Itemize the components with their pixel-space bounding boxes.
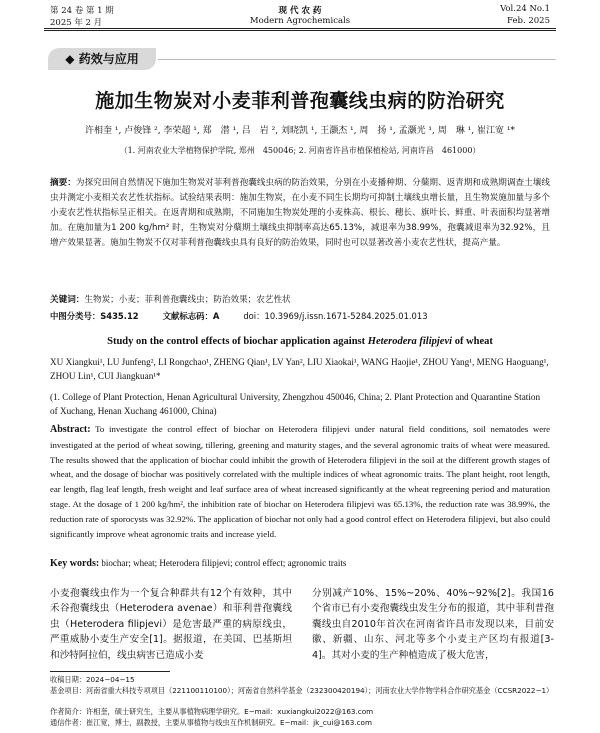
body-column-left: 小麦孢囊线虫作为一个复合种群共有12个有效种，其中禾谷孢囊线虫（Heterodera avenae）和菲利普孢囊线虫（Heterodera filipjevi）是危害最严重的病原线虫，严重威胁小麦生产安全[1]。据报道，在美国、巴基斯坦和沙特阿拉伯，线虫病害已造成小麦 — [50, 588, 292, 661]
keywords-en-label: Key words: — [50, 558, 100, 569]
section-tag-rule — [158, 59, 556, 60]
header-rule-2 — [44, 30, 556, 31]
abstract-zh-label: 摘要： — [50, 178, 76, 188]
paper-title-en — [44, 336, 556, 347]
body-column-right: 分别减产10%、15%~20%、40%~92%[2]。我国16个省市已有小麦孢囊线虫发生分布的报道，其中菲利普孢囊线虫自2010年首次在河南省许昌市发现以来，目前安徽、新疆、山东、河北等多个小麦主产区均有报道[3-4]。其对小麦的生产种植造成了极大危害， — [312, 588, 554, 661]
paper-title-zh: 施加生物炭对小麦菲利普孢囊线虫病的防治研究 — [95, 90, 505, 112]
abstract-en — [50, 422, 550, 541]
header-journal-en: Modern Agrochemicals — [249, 16, 351, 26]
abstract-en-text: To investigate the control effect of biochar on Heterodera filipjevi under natural field conditions, soil nematodes were investigated at the period of wheat sowing, tillering, greening and maturity stages, and the several agronomic traits of wheat were measured. The results showed that the application of biochar could inhibit the growth of Heterodera filipjevi in the soil at the different growth stages of wheat, and the dosage of biochar was positively correlated with the multiple indices of wheat agronomic traits. The plant height, root length, ear length, flag leaf length, fresh weight and leaf surface area of wheat increased significantly at the wheat regreening period and maturation stage. At the dosage of 1 200 kg/hm², the inhibition rate of biochar on Heterodera filipjevi was 65.13%, the reduction rate was 38.99%, the reduction rate of sporocysts was 32.92%. The application of biochar not only had a good control effect on Heterodera filipjevi, but also could significantly improve wheat agronomic traits and increase yield. — [50, 424, 551, 539]
affiliation-zh: （1. 河南农业大学植物保护学院, 郑州 450046; 2. 河南省许昌市植保植检站, 河南许昌 461000） — [119, 146, 481, 155]
doi: doi：10.3969/j.issn.1671-5284.2025.01.013 — [243, 311, 428, 321]
header-volume-zh: 第 24 卷 第 1 期 — [50, 6, 114, 16]
title-en-suffix: of wheat — [452, 336, 493, 347]
abstract-zh — [50, 176, 550, 251]
abstract-en-label: Abstract: — [50, 424, 91, 435]
keywords-zh-label: 关键词： — [50, 295, 85, 305]
header-journal-zh: 现 代 农 药 — [278, 6, 322, 16]
section-tag — [48, 48, 156, 70]
abstract-zh-text: 为探究田间自然情况下施加生物炭对菲利普孢囊线虫病的防治效果，分别在小麦播种期、分蘖期、返青期和成熟期调查土壤线虫并测定小麦相关农艺性状指标。试验结果表明：施加生物炭，在小麦不同生长期均可抑制土壤线虫增长量，且生物炭施加量与多个小麦农艺性状指标呈正相关。在返青期和成熟期，不同施加生物炭处理的小麦株高、根长、穗长、旗叶长、鲜重、叶表面积均显著增加。在施加量为1 200 kg/hm² 时，生物炭对分蘖期土壤线虫抑制率高达65.13%，减退率为38.99%，孢囊减退率为32.92%，且增产效果显著。施加生物炭不仅对菲利普孢囊线虫具有良好的防治效果，同时也可以显著改善小麦农艺性状，提高产量。 — [50, 178, 550, 248]
classification-line — [50, 310, 452, 322]
footnote-author: 作者简介：许相奎，硕士研究生，主要从事植物病理学研究。E−mail：xuxiangkui2022@163.com — [50, 707, 374, 716]
affiliation-en: (1. College of Plant Protection, Henan Agricultural University, Zhengzhou 450046, China; 2. Plant Protection and Quarantine Station of Xuchang, Henan Xuchang 461000, China) — [50, 392, 541, 416]
keywords-zh-text: 生物炭；小麦；菲利普孢囊线虫；防治效果；农艺性状 — [84, 295, 291, 305]
header-volume-en: Vol.24 No.1 — [500, 4, 550, 14]
keywords-en-text: biochar; wheat; Heterodera filipjevi; control effect; agronomic traits — [101, 558, 347, 568]
header-date-zh: 2025 年 2 月 — [50, 18, 103, 28]
footnote-fund: 基金项目：河南省重大科技专项项目（221100110100）；河南省自然科学基金（232300420194）；河南农业大学作物学科合作研究基金（CCSR2022−1） — [50, 686, 554, 695]
diamond-icon: ◆ — [65, 52, 79, 66]
keywords-en — [50, 558, 550, 569]
title-en-prefix: Study on the control effects of biochar application against — [107, 336, 368, 347]
title-en-species: Heterodera filipjevi — [367, 336, 453, 347]
authors-zh: 许相奎 ¹, 卢俊锋 ², 李荣超 ¹, 郑 潜 ¹, 吕 岩 ², 刘晓凯 ¹, 王灏杰 ¹, 周 扬 ¹, 孟灏光 ¹, 周 琳 ¹, 崔江宽 ¹* — [85, 126, 515, 136]
document-code: 文献标志码：A — [162, 311, 220, 321]
clc-number: 中图分类号：S435.12 — [50, 311, 139, 321]
authors-en: XU Xiangkui¹, LU Junfeng², LI Rongchao¹, ZHENG Qian¹, LV Yan², LIU Xiaokai¹, WANG Haojie¹, ZHOU Yang¹, MENG Haoguang¹, ZHOU Lin¹, CUI Jiangkuan¹* — [50, 357, 549, 381]
footnote-received: 收稿日期：2024−04−15 — [50, 675, 135, 684]
footnote-rule — [50, 671, 170, 672]
header-date-en: Feb. 2025 — [507, 16, 550, 26]
header-rule — [44, 28, 556, 29]
keywords-zh — [50, 293, 291, 305]
section-tag-label: 药效与应用 — [78, 52, 139, 66]
footnote-corresponding: 通信作者：崔江宽，博士，副教授，主要从事植物与线虫互作机制研究。E−mail：jk_cui@163.com — [50, 718, 372, 727]
